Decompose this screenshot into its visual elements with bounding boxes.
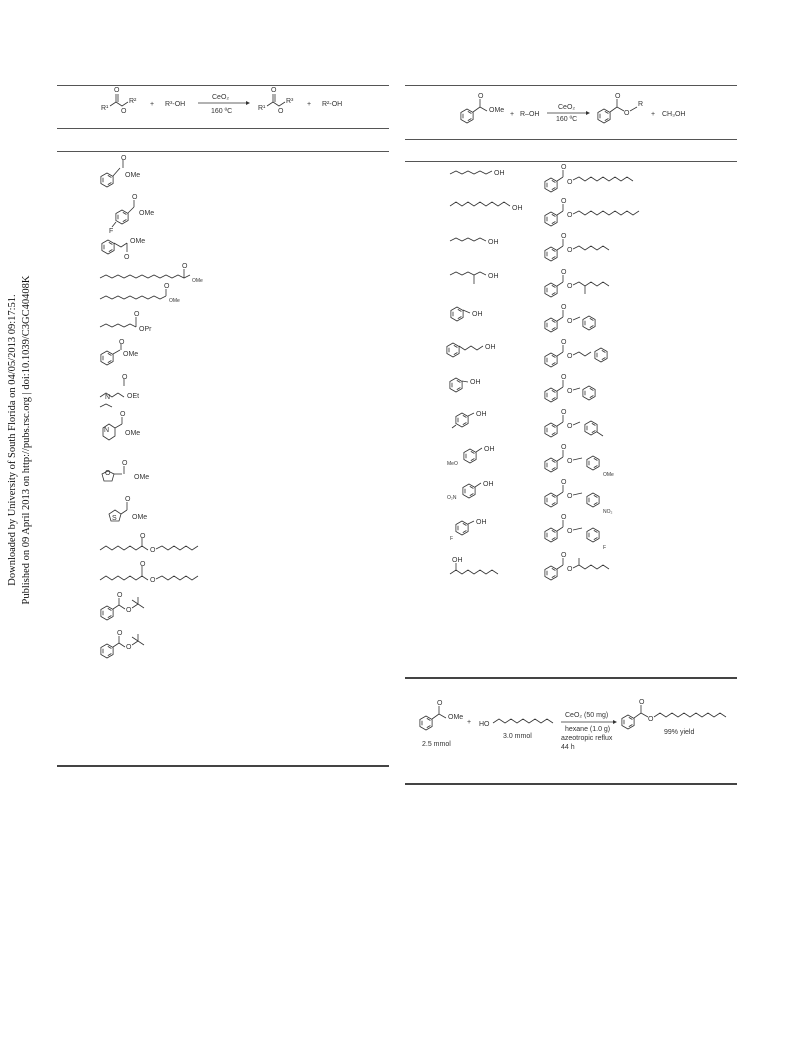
svg-text:R: R <box>638 101 644 108</box>
svg-text:+: + <box>651 111 656 118</box>
svg-text:CH₃OH: CH₃OH <box>662 111 686 118</box>
svg-text:OMe: OMe <box>448 714 464 721</box>
svg-text:O: O <box>126 607 132 614</box>
yield-label: 99% yield <box>664 729 695 736</box>
right-product-list <box>545 164 639 580</box>
svg-text:F: F <box>450 536 454 542</box>
svg-text:S: S <box>112 515 117 522</box>
svg-text:O: O <box>561 374 567 381</box>
svg-text:O: O <box>561 339 567 346</box>
svg-text:OPr: OPr <box>139 326 152 333</box>
svg-text:O: O <box>615 93 621 100</box>
svg-text:O: O <box>648 716 654 723</box>
svg-text:O: O <box>125 496 131 503</box>
temperature-label: 160 ºC <box>211 108 233 115</box>
svg-text:OH: OH <box>488 239 499 246</box>
right-reaction-scheme <box>461 93 686 123</box>
svg-text:O: O <box>561 233 567 240</box>
svg-text:NO₂: NO₂ <box>603 509 613 515</box>
r2-label: R² <box>129 98 137 105</box>
svg-text:O: O <box>134 311 140 318</box>
svg-text:O: O <box>561 198 567 205</box>
svg-text:O: O <box>567 353 573 360</box>
svg-text:OH: OH <box>488 273 499 280</box>
svg-text:MeO: MeO <box>447 461 458 467</box>
svg-text:O: O <box>567 283 573 290</box>
svg-text:O: O <box>140 533 146 540</box>
svg-text:F: F <box>109 228 114 235</box>
svg-text:R³: R³ <box>286 98 294 105</box>
svg-text:O: O <box>140 561 146 568</box>
svg-text:+: + <box>307 101 312 108</box>
alcohol-label: R³-OH <box>165 101 186 108</box>
svg-text:+: + <box>467 719 472 726</box>
svg-text:OMe: OMe <box>123 351 139 358</box>
svg-text:N: N <box>104 427 110 434</box>
svg-text:O: O <box>567 247 573 254</box>
svg-text:O: O <box>561 514 567 521</box>
svg-text:OMe: OMe <box>125 430 141 437</box>
svg-text:OMe: OMe <box>139 210 155 217</box>
svg-text:OH: OH <box>512 205 523 212</box>
svg-text:CeO₂ (50 mg): CeO₂ (50 mg) <box>565 712 609 719</box>
svg-text:O: O <box>121 155 127 162</box>
downloaded-line: Downloaded by University of South Florida on 04/05/2013 09:17:51. <box>7 294 18 586</box>
left-substrate-list <box>100 155 203 658</box>
svg-text:OH: OH <box>484 446 495 453</box>
svg-text:O: O <box>132 194 138 201</box>
svg-text:O: O <box>122 374 128 381</box>
svg-text:hexane (1.0 g): hexane (1.0 g) <box>565 726 611 733</box>
svg-text:O: O <box>182 263 188 270</box>
svg-text:O: O <box>561 444 567 451</box>
svg-text:OH: OH <box>476 519 487 526</box>
svg-text:CeO₂: CeO₂ <box>558 104 576 111</box>
svg-text:O: O <box>164 283 170 290</box>
svg-text:O: O <box>567 566 573 573</box>
left-reaction-scheme <box>101 87 342 115</box>
svg-text:O: O <box>561 409 567 416</box>
svg-text:O: O <box>119 339 125 346</box>
svg-text:OH: OH <box>494 170 505 177</box>
right-alcohol-list <box>447 170 523 574</box>
bottom-reaction-scheme <box>420 699 726 751</box>
svg-text:OMe: OMe <box>134 474 150 481</box>
svg-text:F: F <box>603 545 607 551</box>
svg-text:O: O <box>567 458 573 465</box>
svg-text:OH: OH <box>452 557 463 564</box>
svg-text:O: O <box>567 528 573 535</box>
svg-text:O: O <box>105 470 111 477</box>
svg-text:O: O <box>639 699 645 706</box>
svg-text:O: O <box>437 700 443 707</box>
right-alcohol-label: R–OH <box>520 111 540 118</box>
svg-text:O: O <box>561 479 567 486</box>
svg-text:O: O <box>126 644 132 651</box>
svg-text:OEt: OEt <box>127 393 140 400</box>
svg-text:O: O <box>114 87 120 94</box>
svg-text:R¹: R¹ <box>258 105 266 112</box>
svg-text:OH: OH <box>485 344 496 351</box>
byproduct-label: R²-OH <box>322 101 343 108</box>
svg-text:+: + <box>510 111 515 118</box>
svg-text:azeotropic reflux: azeotropic reflux <box>561 735 613 742</box>
svg-text:O₂N: O₂N <box>447 495 457 501</box>
svg-text:HO: HO <box>479 721 490 728</box>
svg-text:OH: OH <box>483 481 494 488</box>
svg-text:44 h: 44 h <box>561 744 575 751</box>
svg-text:O: O <box>117 630 123 637</box>
svg-text:OMe: OMe <box>130 238 146 245</box>
ester-amount: 2.5 mmol <box>422 741 451 748</box>
svg-text:O: O <box>117 592 123 599</box>
svg-text:OMe: OMe <box>489 107 505 114</box>
svg-text:O: O <box>124 254 130 261</box>
svg-text:O: O <box>567 179 573 186</box>
svg-text:O: O <box>278 108 284 115</box>
svg-text:O: O <box>561 164 567 171</box>
svg-text:160 ºC: 160 ºC <box>556 116 578 123</box>
svg-text:O: O <box>567 318 573 325</box>
svg-text:OH: OH <box>470 379 481 386</box>
svg-text:O: O <box>624 110 630 117</box>
svg-text:O: O <box>561 269 567 276</box>
svg-text:O: O <box>122 460 128 467</box>
svg-text:OMe: OMe <box>132 514 148 521</box>
svg-text:O: O <box>120 411 126 418</box>
svg-text:O: O <box>121 108 127 115</box>
svg-text:O: O <box>150 547 156 554</box>
alcohol-amount: 3.0 mmol <box>503 733 532 740</box>
svg-text:N: N <box>105 394 111 401</box>
svg-text:OMe: OMe <box>169 298 180 304</box>
svg-text:O: O <box>478 93 484 100</box>
svg-text:OMe: OMe <box>192 278 203 284</box>
r1-label: R¹ <box>101 105 109 112</box>
catalyst-label: CeO₂ <box>212 94 230 101</box>
svg-text:OH: OH <box>472 311 483 318</box>
svg-text:+: + <box>150 101 155 108</box>
svg-text:OMe: OMe <box>603 472 614 478</box>
svg-text:O: O <box>567 212 573 219</box>
svg-text:O: O <box>150 577 156 584</box>
svg-text:O: O <box>271 87 277 94</box>
svg-text:O: O <box>567 388 573 395</box>
svg-text:O: O <box>567 493 573 500</box>
svg-text:OH: OH <box>476 411 487 418</box>
svg-text:O: O <box>561 552 567 559</box>
svg-text:O: O <box>561 304 567 311</box>
svg-text:OMe: OMe <box>125 172 141 179</box>
published-line: Published on 09 April 2013 on http://pubs.rsc.org | doi:10.1039/C3GC40408K <box>21 275 32 605</box>
svg-text:O: O <box>567 423 573 430</box>
